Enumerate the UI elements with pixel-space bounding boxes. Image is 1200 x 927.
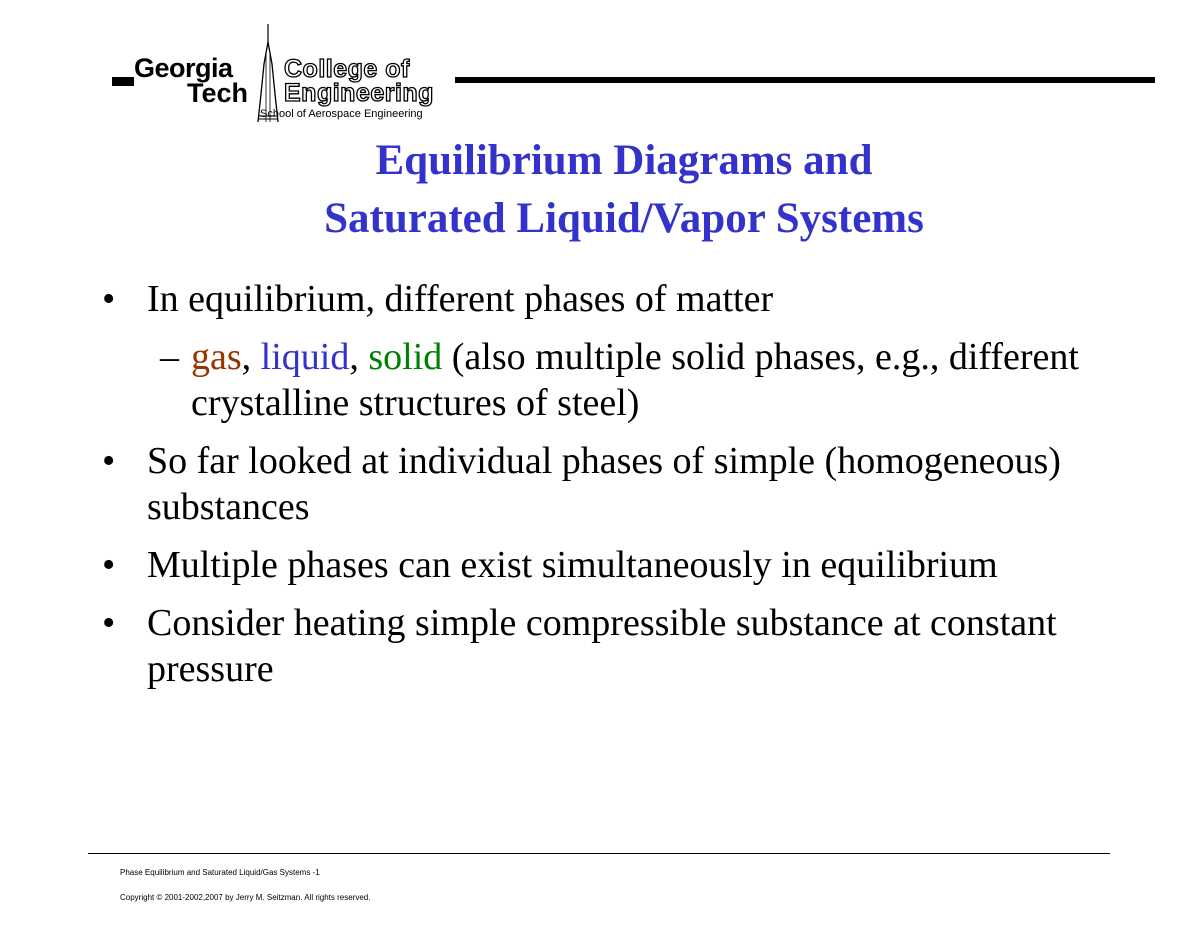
logo-college-text: College of [284, 55, 410, 83]
bullet-marker: • [102, 440, 116, 482]
bullet-marker: • [102, 544, 116, 586]
bullet-item-2 [100, 438, 1120, 530]
phase-separator-2: , [349, 336, 369, 378]
bullet-text-1: In equilibrium, different phases of matter [147, 278, 774, 320]
sub-bullet-item-1 [100, 334, 1120, 426]
sub-bullet-text-rest: (also multiple solid phases, e.g., different crystalline structures of steel) [191, 336, 1079, 424]
sub-bullet-marker: – [160, 336, 179, 378]
footer-slide-caption: Phase Equilibrium and Saturated Liquid/Gas Systems -1 [120, 868, 320, 877]
phase-gas-word: gas [191, 336, 242, 378]
bullet-text-4: Consider heating simple compressible substance at constant pressure [147, 602, 1057, 690]
header-rule [455, 77, 1155, 83]
slide-title-line-1: Equilibrium Diagrams and [375, 137, 873, 184]
footer-copyright: Copyright © 2001-2002,2007 by Jerry M. Seitzman. All rights reserved. [120, 893, 371, 902]
bullet-text-3: Multiple phases can exist simultaneously in equilibrium [147, 544, 998, 586]
bullet-marker: • [102, 602, 116, 644]
logo-school-text: School of Aerospace Engineering [260, 108, 423, 120]
bullet-item-3 [100, 542, 1120, 588]
phase-separator-1: , [241, 336, 261, 378]
phase-solid-word: solid [368, 336, 443, 378]
logo-bar [112, 77, 134, 86]
slide-title [150, 132, 1098, 248]
logo-tech-text: Tech [187, 78, 249, 108]
bullet-text-2: So far looked at individual phases of simple (homogeneous) substances [147, 440, 1061, 528]
georgia-tech-logo [112, 24, 472, 124]
bullet-item-1 [100, 276, 1120, 322]
bullet-list [100, 276, 1120, 704]
bullet-item-4 [100, 600, 1120, 692]
logo-georgia-text: Georgia [134, 53, 233, 83]
bullet-marker: • [102, 278, 116, 320]
logo-engineering-text: Engineering [284, 79, 434, 107]
phase-liquid-word: liquid [260, 336, 350, 378]
footer-rule [88, 853, 1110, 854]
slide-title-line-2: Saturated Liquid/Vapor Systems [324, 195, 924, 242]
